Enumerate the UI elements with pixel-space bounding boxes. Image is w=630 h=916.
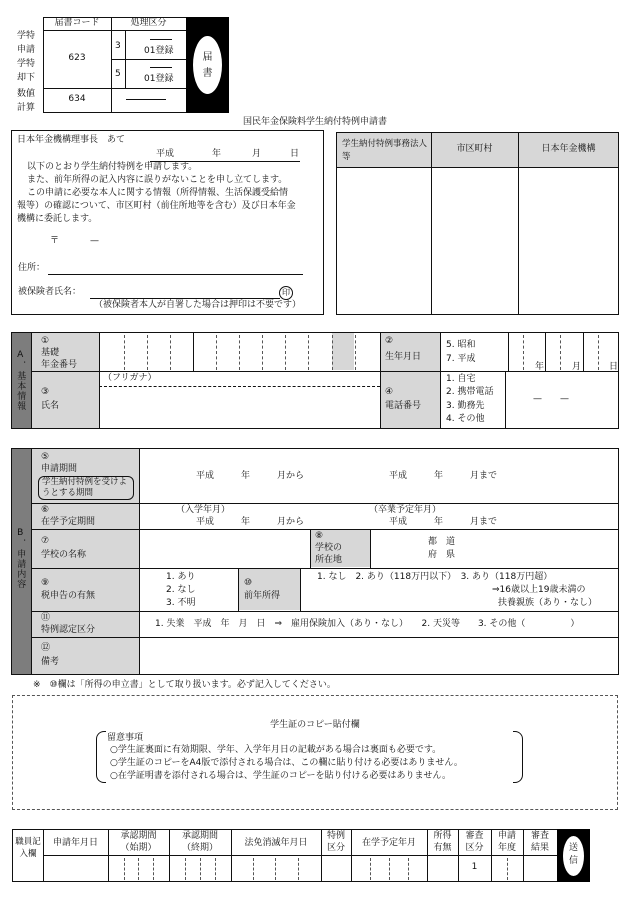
f1-label1: 基礎 <box>41 348 60 358</box>
era-7: 7. 平成 <box>446 354 476 364</box>
office-h10a: 審査 <box>530 831 549 841</box>
name-label: 被保険者氏名： <box>18 287 82 297</box>
section-b-text: B．申請内容 <box>15 528 26 589</box>
f8-num: ⑧ <box>315 531 324 541</box>
date-year: 年 <box>212 149 222 159</box>
birth-year: 年 <box>535 362 545 372</box>
office-h2a: 承認期間 <box>120 831 157 841</box>
pref-1: 都 道 <box>428 537 456 547</box>
f3-label: 氏名 <box>41 401 60 411</box>
seal-mark: 印 <box>279 286 293 300</box>
office-h1: 申請年月日 <box>52 838 98 848</box>
office-h6: 在学予定年月 <box>361 838 416 848</box>
register-2: 01登録 <box>144 74 174 84</box>
office-h10b: 結果 <box>530 843 549 853</box>
office-h5b: 区分 <box>326 843 345 853</box>
card-note1: ○学生証裏面に有効期限、学年、入学年月日の記載がある場合は裏面も必要です。 <box>110 745 442 755</box>
card-note3: ○在学証明書を添付される場合は、学生証のコピーを貼り付ける必要はありません。 <box>110 771 452 781</box>
card-note2: ○学生証のコピーをA4版で添付される場合は、この欄に貼り付ける必要はありません。 <box>110 758 463 768</box>
f10-num: ⑩ <box>244 578 253 588</box>
office-h3a: 承認期間 <box>181 831 218 841</box>
student-card-title: 学生証のコピー貼付欄 <box>270 720 360 730</box>
office-h4: 法免消滅年月日 <box>244 838 308 848</box>
f4-label: 電話番号 <box>385 401 422 411</box>
section-a-text: A．基本情報 <box>15 350 26 411</box>
side-label: 数値 <box>17 89 36 99</box>
proc-3: 3 <box>115 41 121 51</box>
furigana-label: （フリガナ） <box>103 373 157 383</box>
date-month: 月 <box>252 149 262 159</box>
office-h8b: 区分 <box>465 843 484 853</box>
income-opts: 1. なし 2. あり（118万円以下） 3. あり（118万円超） <box>317 572 553 582</box>
f5-num: ⑤ <box>41 452 50 462</box>
pref-2: 府 県 <box>428 550 456 560</box>
income-dep2: 扶養親族（あり・なし） <box>498 598 598 608</box>
f10-label: 前年所得 <box>244 591 281 601</box>
f5-sub: 学生納付特例を受けようとする期間 <box>38 476 134 500</box>
f8-label1: 学校の <box>315 543 343 553</box>
addressee-line1: 以下のとおり学生納付特例を申請します。 <box>27 162 198 172</box>
office-h8a: 審査 <box>465 831 484 841</box>
office-h9a: 申請 <box>497 831 516 841</box>
phone-dashes: — — <box>533 394 570 404</box>
side-label: 学特 <box>17 31 36 41</box>
tax-2: 2. なし <box>166 585 196 595</box>
f12-label: 備考 <box>41 657 60 667</box>
postal-dash: — <box>90 236 99 246</box>
seal-note: （被保険者本人が自署した場合は押印は不要です） <box>94 300 302 310</box>
birth-day: 日 <box>609 362 619 372</box>
office-h7a: 所得 <box>433 831 452 841</box>
f5-from[interactable]: 平成 年 月から <box>196 471 305 481</box>
f1-label2: 年金番号 <box>41 360 78 370</box>
f5-label: 申請期間 <box>41 464 78 474</box>
f3-num: ③ <box>41 387 50 397</box>
f9-num: ⑨ <box>41 578 50 588</box>
address-label: 住所： <box>18 263 46 273</box>
f9-label: 税申告の有無 <box>41 591 96 601</box>
income-dep1: ⇒16歳以上19歳未満の <box>492 585 586 595</box>
f7-num: ⑦ <box>41 536 50 546</box>
addressee-line4: 報等）の確認について、市区町村（前住所地等を含む）及び日本年金 <box>17 201 296 211</box>
office-h9b: 年度 <box>497 843 516 853</box>
f6-enroll: （入学年月） <box>176 505 231 515</box>
phone-3: 3. 勤務先 <box>446 401 485 411</box>
f12-num: ⑫ <box>41 643 51 653</box>
f6-grad: （卒業予定年月） <box>369 505 442 515</box>
addressee-to: 日本年金機構理事長 あて <box>17 135 126 145</box>
col-form-code: 届書コード <box>54 18 100 28</box>
tax-3: 3. 不明 <box>166 598 196 608</box>
side-label: 却下 <box>17 73 36 83</box>
f6-num: ⑥ <box>41 505 50 515</box>
tax-1: 1. あり <box>166 572 196 582</box>
office-h2b: （始期） <box>120 843 157 853</box>
name-line[interactable] <box>90 298 280 299</box>
office-col3: 日本年金機構 <box>541 144 596 154</box>
f11-label: 特例認定区分 <box>41 625 96 635</box>
office-h7b: 有無 <box>433 843 452 853</box>
office-row-side: 職員記入欄 <box>15 837 41 859</box>
f2-num: ② <box>385 336 394 346</box>
side-label: 計算 <box>17 103 36 113</box>
phone-1: 1. 自宅 <box>446 374 476 384</box>
f8-label2: 所在地 <box>315 555 343 565</box>
birth-month: 月 <box>572 362 582 372</box>
special-opts: 1. 失業 平成 年 月 日 ⇒ 雇用保険加入（あり・なし） 2. 天災等 3. その他（ ） <box>155 619 580 629</box>
code-623: 623 <box>68 53 86 63</box>
code-side-labels <box>17 29 35 115</box>
f5-to[interactable]: 平成 年 月まで <box>389 471 498 481</box>
phone-2: 2. 携帯電話 <box>446 387 494 397</box>
col-process: 処理区分 <box>130 18 167 28</box>
side-label: 学特 <box>17 59 36 69</box>
submit-label: 届 書 <box>202 52 213 79</box>
addressee-line3: この申請に必要な本人に関する情報（所得情報、生活保護受給情 <box>27 188 289 198</box>
f11-num: ⑪ <box>41 613 51 623</box>
side-label: 申請 <box>17 45 36 55</box>
f6-from[interactable]: 平成 年 月から <box>196 517 305 527</box>
form-title: 国民年金保険料学生納付特例申請書 <box>242 117 387 127</box>
date-era: 平成 <box>156 149 175 159</box>
date-day: 日 <box>290 149 300 159</box>
f4-num: ④ <box>385 387 394 397</box>
office-col2: 市区町村 <box>456 144 493 154</box>
office-col1: 学生納付特例事務法人等 <box>342 139 428 162</box>
office-h3b: （終期） <box>181 843 218 853</box>
income-note: ※ ⑩欄は「所得の申立書」として取り扱います。必ず記入してください。 <box>33 680 336 690</box>
notes-title: 留意事項 <box>107 733 144 743</box>
address-line[interactable] <box>48 274 303 275</box>
f1-num: ① <box>41 336 50 346</box>
review-value: 1 <box>471 862 478 872</box>
addressee-line2: また、前年所得の記入内容に誤りがないことを申し立てします。 <box>27 175 288 185</box>
f6-label: 在学予定期間 <box>41 517 96 527</box>
era-5: 5. 昭和 <box>446 340 476 350</box>
phone-4: 4. その他 <box>446 414 485 424</box>
proc-5: 5 <box>115 69 121 79</box>
postal-mark: 〒 <box>50 236 60 246</box>
addressee-line5: 機構に委託します。 <box>17 214 98 224</box>
register-1: 01登録 <box>144 46 174 56</box>
office-h5a: 特例 <box>326 831 345 841</box>
code-634: 634 <box>68 94 86 104</box>
f2-label: 生年月日 <box>385 352 422 362</box>
f6-to[interactable]: 平成 年 月まで <box>389 517 498 527</box>
send-label: 送 信 <box>568 843 578 866</box>
f7-label: 学校の名称 <box>41 550 87 560</box>
